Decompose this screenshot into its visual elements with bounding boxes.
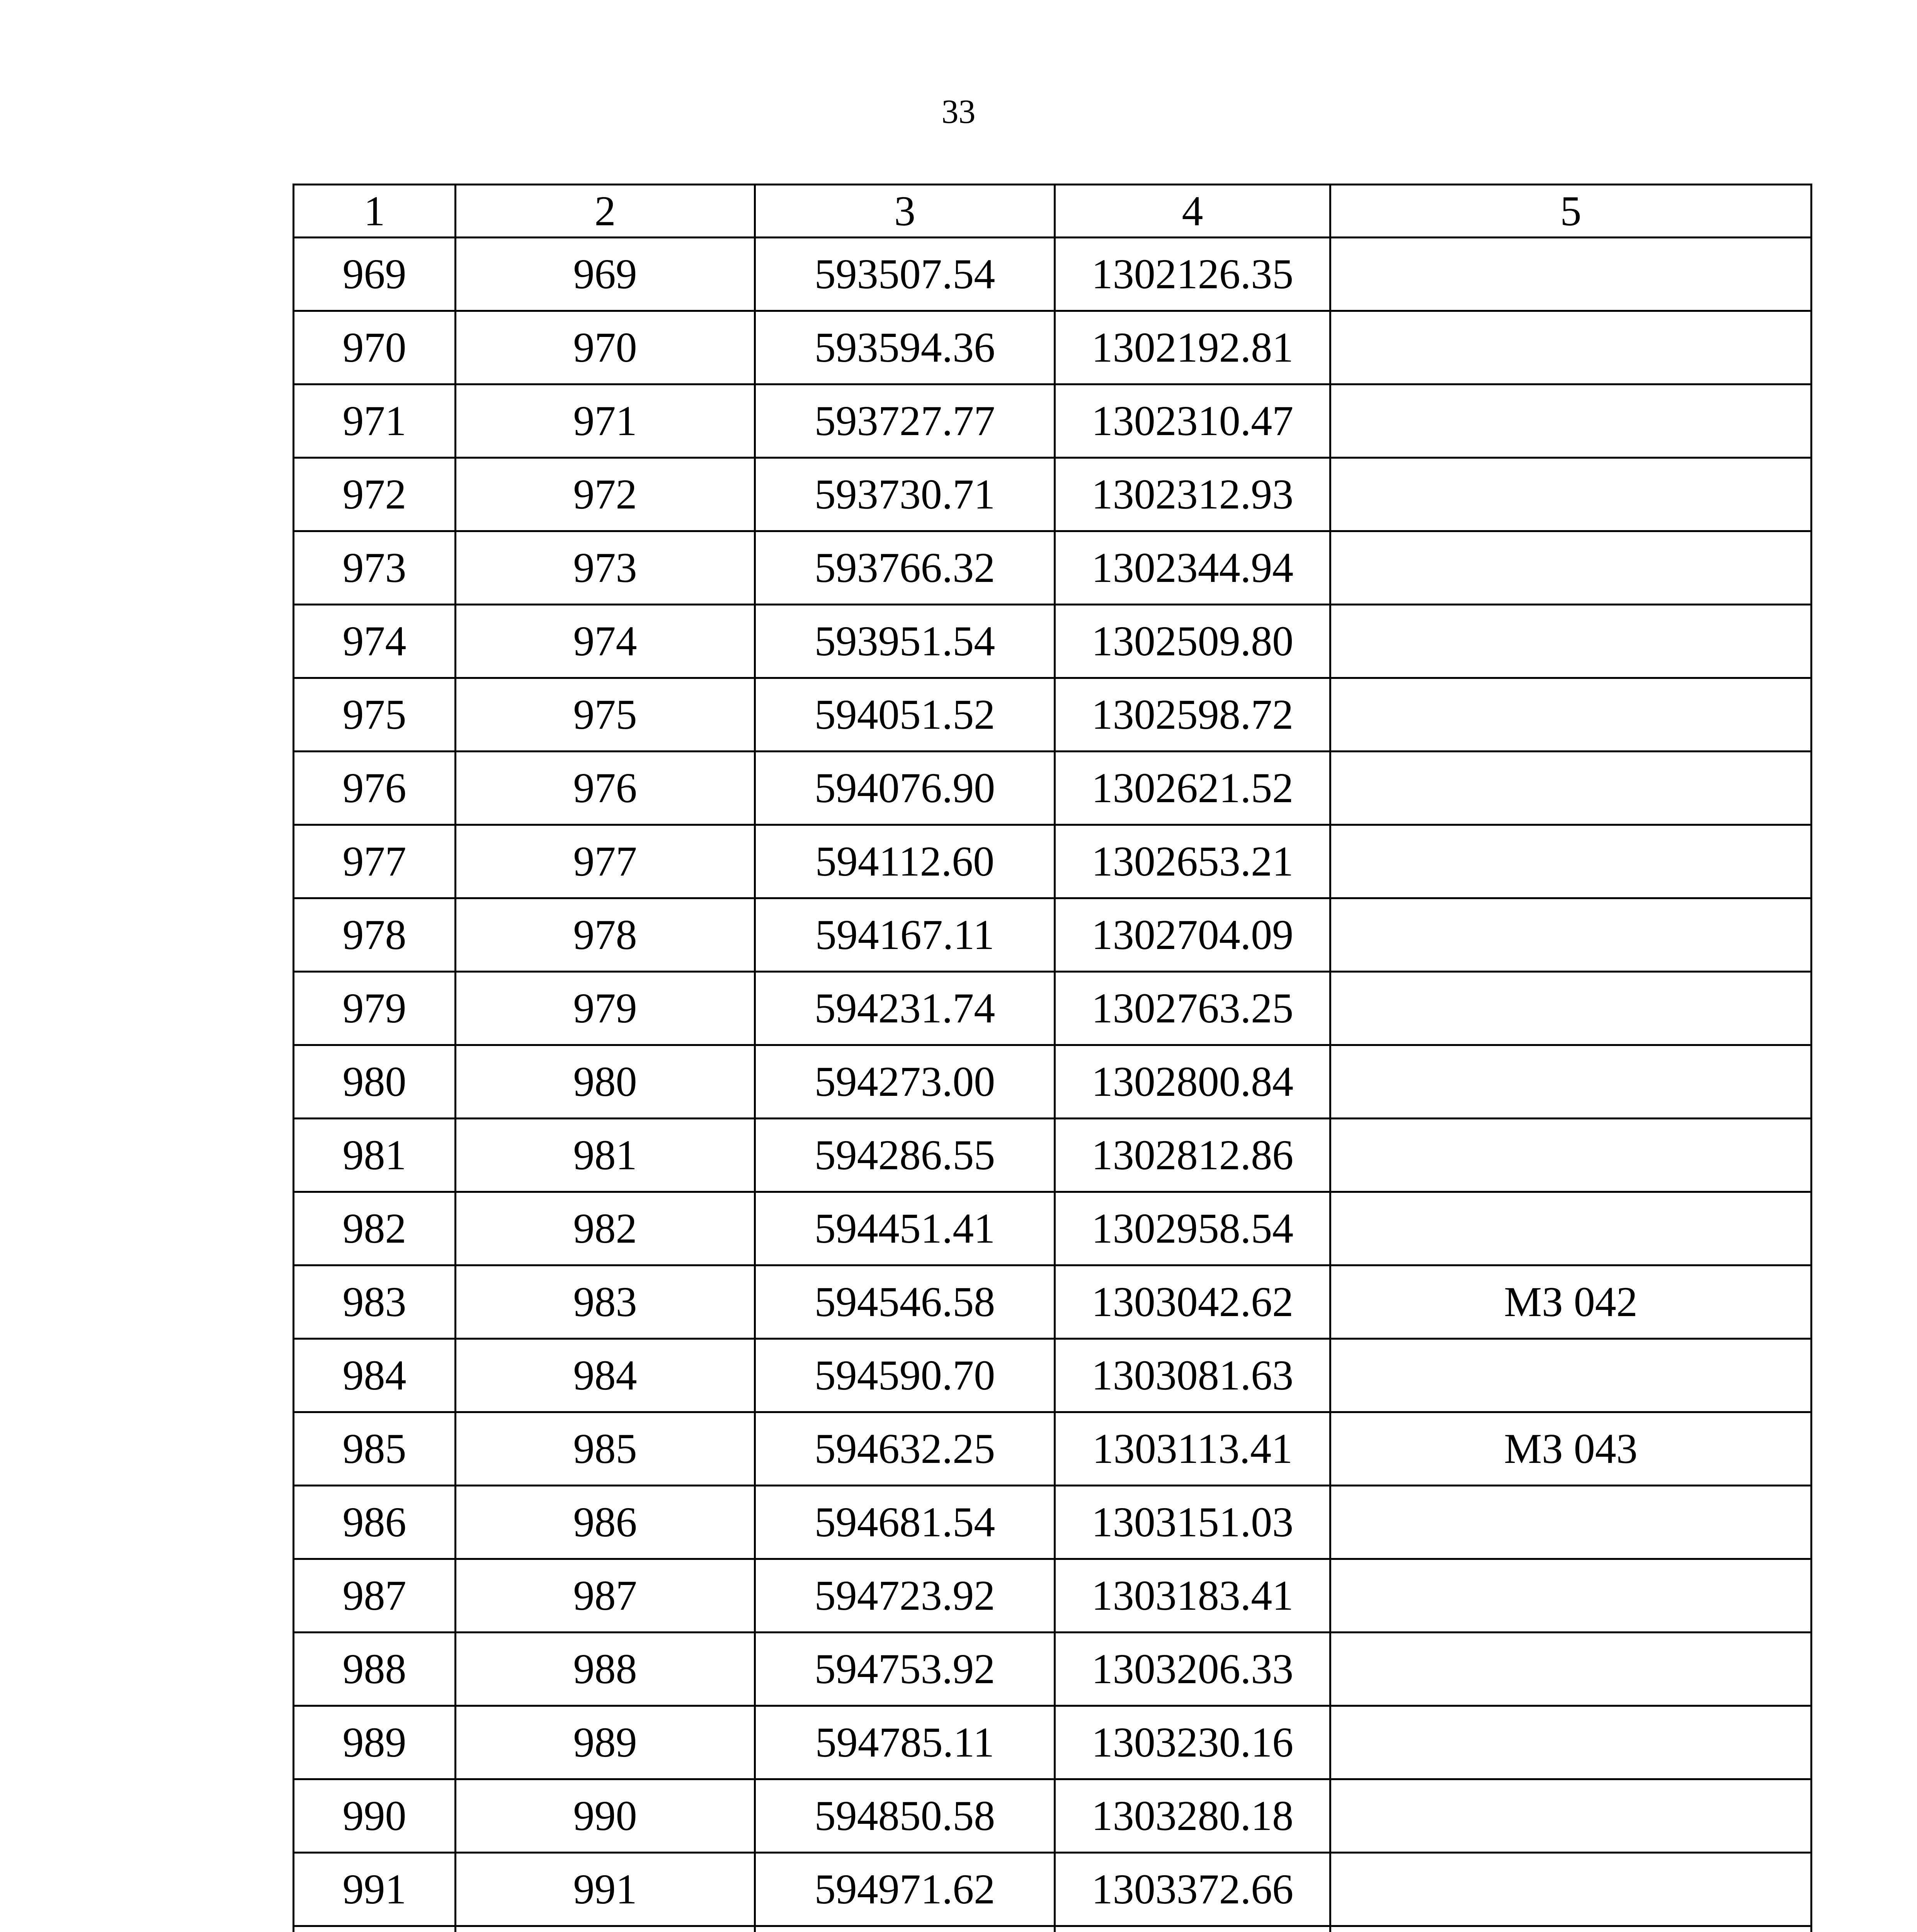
cell-note [1330, 972, 1812, 1045]
cell-point-id: 991 [456, 1853, 755, 1926]
cell-point-id: 984 [456, 1339, 755, 1412]
cell-point-id: 972 [456, 458, 755, 531]
cell-note [1330, 1779, 1812, 1853]
cell-coordinate-y: 1303280.18 [1055, 1779, 1330, 1853]
cell-coordinate-y: 1303151.03 [1055, 1486, 1330, 1559]
column-header-1: 1 [294, 185, 456, 238]
cell-coordinate-x: 594167.11 [755, 898, 1055, 972]
cell-point-number: 987 [294, 1559, 456, 1633]
cell-coordinate-y: 1303113.41 [1055, 1412, 1330, 1486]
cell-point-number: 986 [294, 1486, 456, 1559]
cell-point-number: 984 [294, 1339, 456, 1412]
table-row [294, 458, 1812, 531]
cell-coordinate-x: 594051.52 [755, 678, 1055, 752]
cell-coordinate-x [755, 1926, 1055, 1932]
cell-point-number: 988 [294, 1633, 456, 1706]
coordinates-table [293, 184, 1812, 1932]
cell-coordinate-x: 593951.54 [755, 605, 1055, 678]
table-row [294, 678, 1812, 752]
cell-coordinate-y: 1302509.80 [1055, 605, 1330, 678]
table-row [294, 1119, 1812, 1192]
column-header-2: 2 [456, 185, 755, 238]
cell-point-id: 980 [456, 1045, 755, 1119]
cell-point-id: 973 [456, 531, 755, 605]
table-row [294, 531, 1812, 605]
cell-point-id: 969 [456, 238, 755, 311]
table-row [294, 238, 1812, 311]
cell-point-id: 974 [456, 605, 755, 678]
table-row [294, 605, 1812, 678]
cell-coordinate-y: 1302621.52 [1055, 752, 1330, 825]
cell-note [1330, 1045, 1812, 1119]
cell-coordinate-y: 1302958.54 [1055, 1192, 1330, 1265]
cell-coordinate-y: 1302800.84 [1055, 1045, 1330, 1119]
cell-coordinate-y: 1302704.09 [1055, 898, 1330, 972]
cell-point-id: 976 [456, 752, 755, 825]
cell-note [1330, 1559, 1812, 1633]
column-header-5: 5 [1330, 185, 1812, 238]
cell-note [1330, 1486, 1812, 1559]
cell-point-number: 985 [294, 1412, 456, 1486]
page-number: 33 [941, 93, 976, 131]
cell-note [1330, 531, 1812, 605]
cell-note [1330, 1119, 1812, 1192]
cell-note [1330, 825, 1812, 898]
table-row [294, 1633, 1812, 1706]
cell-note [1330, 1192, 1812, 1265]
table-row [294, 1559, 1812, 1633]
table-row [294, 1265, 1812, 1339]
cell-coordinate-y: 1303183.41 [1055, 1559, 1330, 1633]
table-row [294, 1926, 1812, 1932]
cell-coordinate-y: 1303042.62 [1055, 1265, 1330, 1339]
cell-point-number: 972 [294, 458, 456, 531]
cell-coordinate-x: 594112.60 [755, 825, 1055, 898]
cell-point-id: 970 [456, 311, 755, 384]
cell-coordinate-x: 594451.41 [755, 1192, 1055, 1265]
table-row [294, 384, 1812, 458]
cell-coordinate-x: 594850.58 [755, 1779, 1055, 1853]
table-row [294, 1339, 1812, 1412]
table-row [294, 311, 1812, 384]
table-header-row [294, 185, 1812, 238]
table-row [294, 972, 1812, 1045]
cell-point-id: 971 [456, 384, 755, 458]
cell-coordinate-y: 1303372.66 [1055, 1853, 1330, 1926]
column-header-3: 3 [755, 185, 1055, 238]
table-row [294, 1779, 1812, 1853]
cell-coordinate-y [1055, 1926, 1330, 1932]
cell-coordinate-x: 594273.00 [755, 1045, 1055, 1119]
cell-note [1330, 384, 1812, 458]
table-row [294, 1045, 1812, 1119]
cell-coordinate-x: 593766.32 [755, 531, 1055, 605]
table-row [294, 1706, 1812, 1779]
column-header-4: 4 [1055, 185, 1330, 238]
cell-coordinate-x: 594681.54 [755, 1486, 1055, 1559]
cell-point-id: 989 [456, 1706, 755, 1779]
cell-note [1330, 1706, 1812, 1779]
cell-point-id: 979 [456, 972, 755, 1045]
cell-point-number: 976 [294, 752, 456, 825]
cell-point-number: 983 [294, 1265, 456, 1339]
cell-coordinate-y: 1302344.94 [1055, 531, 1330, 605]
cell-coordinate-y: 1302763.25 [1055, 972, 1330, 1045]
cell-point-number: 982 [294, 1192, 456, 1265]
cell-coordinate-y: 1302126.35 [1055, 238, 1330, 311]
cell-coordinate-x: 594632.25 [755, 1412, 1055, 1486]
cell-coordinate-y: 1302192.81 [1055, 311, 1330, 384]
cell-point-id: 982 [456, 1192, 755, 1265]
cell-point-number: 991 [294, 1853, 456, 1926]
cell-coordinate-x: 594785.11 [755, 1706, 1055, 1779]
cell-note [1330, 311, 1812, 384]
cell-point-id [456, 1926, 755, 1932]
cell-coordinate-x: 593507.54 [755, 238, 1055, 311]
cell-coordinate-x: 594546.58 [755, 1265, 1055, 1339]
cell-coordinate-x: 594723.92 [755, 1559, 1055, 1633]
cell-point-id: 977 [456, 825, 755, 898]
cell-note [1330, 678, 1812, 752]
cell-point-number: 969 [294, 238, 456, 311]
cell-point-number: 971 [294, 384, 456, 458]
cell-note [1330, 1926, 1812, 1932]
cell-point-id: 981 [456, 1119, 755, 1192]
cell-point-number: 979 [294, 972, 456, 1045]
cell-note [1330, 238, 1812, 311]
cell-coordinate-y: 1302312.93 [1055, 458, 1330, 531]
cell-note [1330, 1853, 1812, 1926]
cell-point-number: 975 [294, 678, 456, 752]
table-body [294, 238, 1812, 1932]
cell-point-number: 974 [294, 605, 456, 678]
cell-coordinate-x: 593594.36 [755, 311, 1055, 384]
cell-note: МЗ 042 [1330, 1265, 1812, 1339]
cell-point-id: 985 [456, 1412, 755, 1486]
cell-point-id: 983 [456, 1265, 755, 1339]
cell-coordinate-y: 1302812.86 [1055, 1119, 1330, 1192]
cell-point-number: 981 [294, 1119, 456, 1192]
cell-coordinate-y: 1303206.33 [1055, 1633, 1330, 1706]
cell-note [1330, 1633, 1812, 1706]
cell-point-id: 978 [456, 898, 755, 972]
cell-note [1330, 898, 1812, 972]
table-row [294, 752, 1812, 825]
cell-coordinate-x: 594076.90 [755, 752, 1055, 825]
cell-point-number: 989 [294, 1706, 456, 1779]
cell-note [1330, 1339, 1812, 1412]
table-row [294, 1412, 1812, 1486]
cell-point-id: 987 [456, 1559, 755, 1633]
cell-coordinate-x: 593730.71 [755, 458, 1055, 531]
cell-note [1330, 605, 1812, 678]
table-row [294, 898, 1812, 972]
cell-coordinate-x: 593727.77 [755, 384, 1055, 458]
cell-note [1330, 458, 1812, 531]
cell-point-number: 980 [294, 1045, 456, 1119]
cell-point-number [294, 1926, 456, 1932]
cell-coordinate-y: 1303081.63 [1055, 1339, 1330, 1412]
cell-coordinate-y: 1302653.21 [1055, 825, 1330, 898]
cell-point-id: 990 [456, 1779, 755, 1853]
table-row [294, 1486, 1812, 1559]
cell-coordinate-x: 594231.74 [755, 972, 1055, 1045]
cell-note: МЗ 043 [1330, 1412, 1812, 1486]
cell-note [1330, 752, 1812, 825]
cell-coordinate-x: 594286.55 [755, 1119, 1055, 1192]
cell-coordinate-y: 1302598.72 [1055, 678, 1330, 752]
table-row [294, 1853, 1812, 1926]
cell-point-id: 986 [456, 1486, 755, 1559]
table-row [294, 1192, 1812, 1265]
table-row [294, 825, 1812, 898]
cell-point-number: 973 [294, 531, 456, 605]
cell-point-id: 975 [456, 678, 755, 752]
cell-point-number: 977 [294, 825, 456, 898]
cell-point-number: 970 [294, 311, 456, 384]
cell-point-number: 990 [294, 1779, 456, 1853]
cell-point-id: 988 [456, 1633, 755, 1706]
cell-coordinate-x: 594753.92 [755, 1633, 1055, 1706]
cell-point-number: 978 [294, 898, 456, 972]
cell-coordinate-y: 1302310.47 [1055, 384, 1330, 458]
cell-coordinate-x: 594590.70 [755, 1339, 1055, 1412]
cell-coordinate-y: 1303230.16 [1055, 1706, 1330, 1779]
cell-coordinate-x: 594971.62 [755, 1853, 1055, 1926]
